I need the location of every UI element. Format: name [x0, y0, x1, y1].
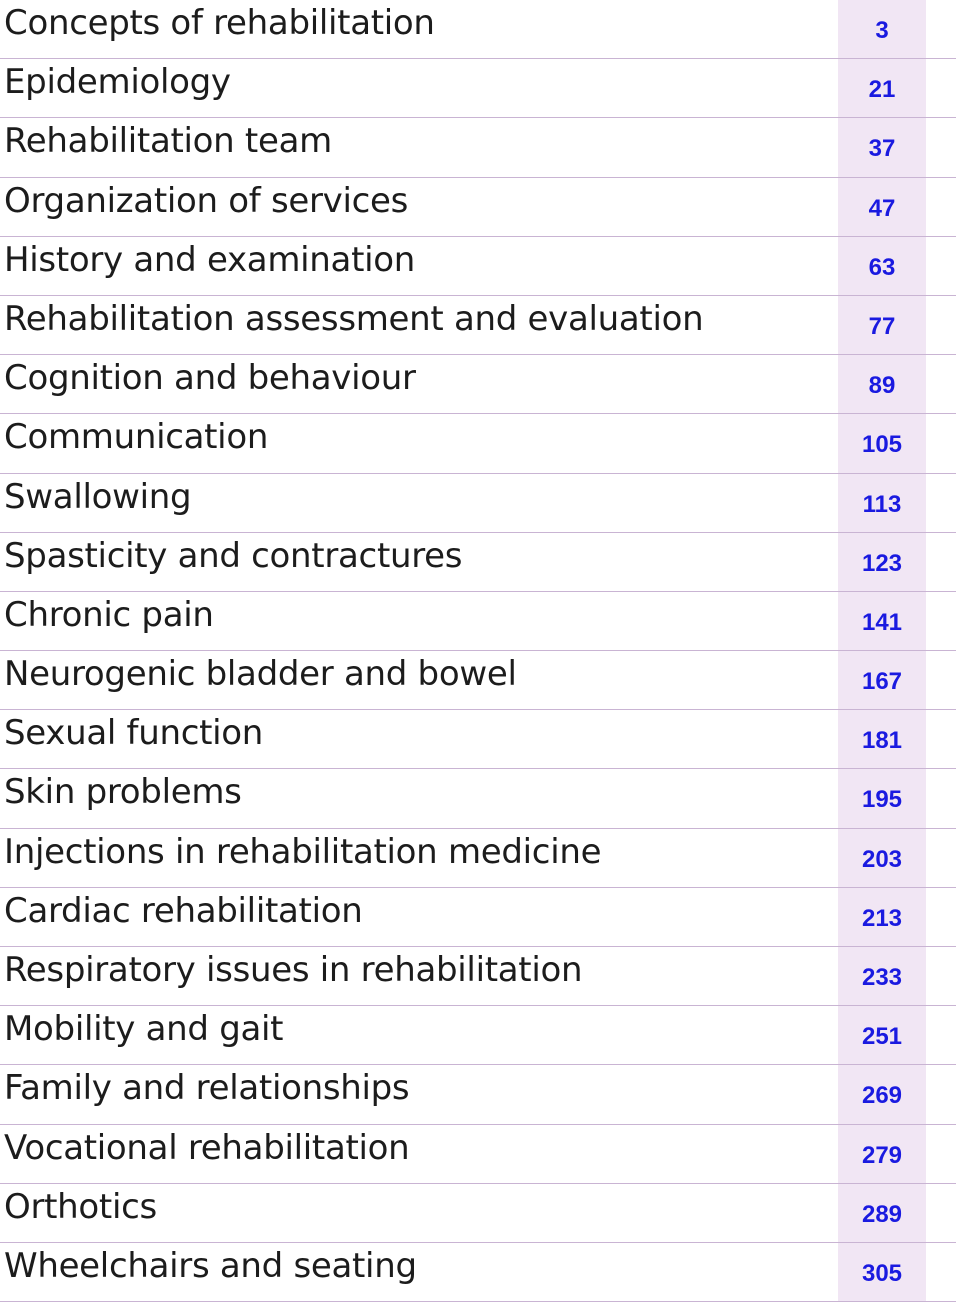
toc-entry-title[interactable]: History and examination — [4, 239, 415, 280]
toc-entry-title[interactable]: Cardiac rehabilitation — [4, 890, 363, 931]
toc-row — [0, 296, 956, 355]
toc-page-number[interactable]: 21 — [838, 59, 926, 117]
toc-row — [0, 1125, 956, 1184]
toc-page-number[interactable]: 141 — [838, 592, 926, 650]
toc-page-number[interactable]: 63 — [838, 237, 926, 295]
toc-page-number[interactable]: 77 — [838, 296, 926, 354]
toc-entry-title[interactable]: Swallowing — [4, 476, 192, 517]
toc-row — [0, 59, 956, 118]
toc-page-number[interactable]: 269 — [838, 1065, 926, 1123]
toc-row — [0, 533, 956, 592]
toc-entry-title[interactable]: Neurogenic bladder and bowel — [4, 654, 517, 695]
toc-entry-title[interactable]: Cognition and behaviour — [4, 358, 416, 399]
toc-entry-title[interactable]: Chronic pain — [4, 594, 214, 635]
toc-entry-title[interactable]: Family and relationships — [4, 1068, 410, 1109]
toc-page-number[interactable]: 305 — [838, 1243, 926, 1301]
toc-page-number[interactable]: 113 — [838, 474, 926, 532]
toc-row — [0, 1006, 956, 1065]
toc-row — [0, 651, 956, 710]
toc-page-number[interactable]: 203 — [838, 829, 926, 887]
toc-page-number[interactable]: 233 — [838, 947, 926, 1005]
toc-row — [0, 710, 956, 769]
toc-entry-title[interactable]: Respiratory issues in rehabilitation — [4, 950, 583, 990]
toc-row — [0, 118, 956, 177]
toc-entry-title[interactable]: Wheelchairs and seating — [4, 1245, 417, 1286]
toc-page-number[interactable]: 289 — [838, 1184, 926, 1242]
toc-row — [0, 474, 956, 533]
toc-page-number[interactable]: 213 — [838, 888, 926, 946]
toc-page-number[interactable]: 251 — [838, 1006, 926, 1064]
toc-entry-title[interactable]: Organization of services — [4, 180, 409, 221]
toc-entry-title[interactable]: Vocational rehabilitation — [4, 1127, 410, 1168]
toc-entry-title[interactable]: Communication — [4, 417, 269, 458]
toc-entry-title[interactable]: Spasticity and contractures — [4, 535, 463, 576]
toc-page-number[interactable]: 181 — [838, 710, 926, 768]
toc-entry-title[interactable]: Sexual function — [4, 713, 264, 754]
toc-entry-title[interactable]: Concepts of rehabilitation — [4, 3, 435, 43]
toc-entry-title[interactable]: Mobility and gait — [4, 1009, 284, 1050]
toc-row — [0, 1184, 956, 1243]
toc-entry-title[interactable]: Rehabilitation assessment and evaluation — [4, 298, 704, 339]
toc-entry-title[interactable]: Epidemiology — [4, 62, 231, 103]
toc-row — [0, 947, 956, 1006]
toc-row — [0, 592, 956, 651]
toc-page-number[interactable]: 89 — [838, 355, 926, 413]
toc-entry-title[interactable]: Skin problems — [4, 772, 242, 813]
toc-page-number[interactable]: 167 — [838, 651, 926, 709]
toc-row — [0, 769, 956, 828]
toc-page-number[interactable]: 195 — [838, 769, 926, 827]
toc-row — [0, 1065, 956, 1124]
toc-page-number[interactable]: 47 — [838, 178, 926, 236]
toc-row — [0, 1243, 956, 1302]
toc-row — [0, 888, 956, 947]
toc-row — [0, 178, 956, 237]
toc-row — [0, 414, 956, 473]
toc-entry-title[interactable]: Injections in rehabilitation medicine — [4, 831, 602, 872]
toc-row — [0, 355, 956, 414]
toc-page-number[interactable]: 105 — [838, 414, 926, 472]
toc-row — [0, 237, 956, 296]
toc-entry-title[interactable]: Rehabilitation team — [4, 121, 332, 162]
toc-page-number[interactable]: 3 — [838, 0, 926, 58]
toc-row — [0, 829, 956, 888]
toc-entry-title[interactable]: Orthotics — [4, 1186, 157, 1227]
toc-page-number[interactable]: 37 — [838, 118, 926, 176]
toc-page-number[interactable]: 123 — [838, 533, 926, 591]
toc-page-number[interactable]: 279 — [838, 1125, 926, 1183]
toc-row — [0, 0, 956, 59]
